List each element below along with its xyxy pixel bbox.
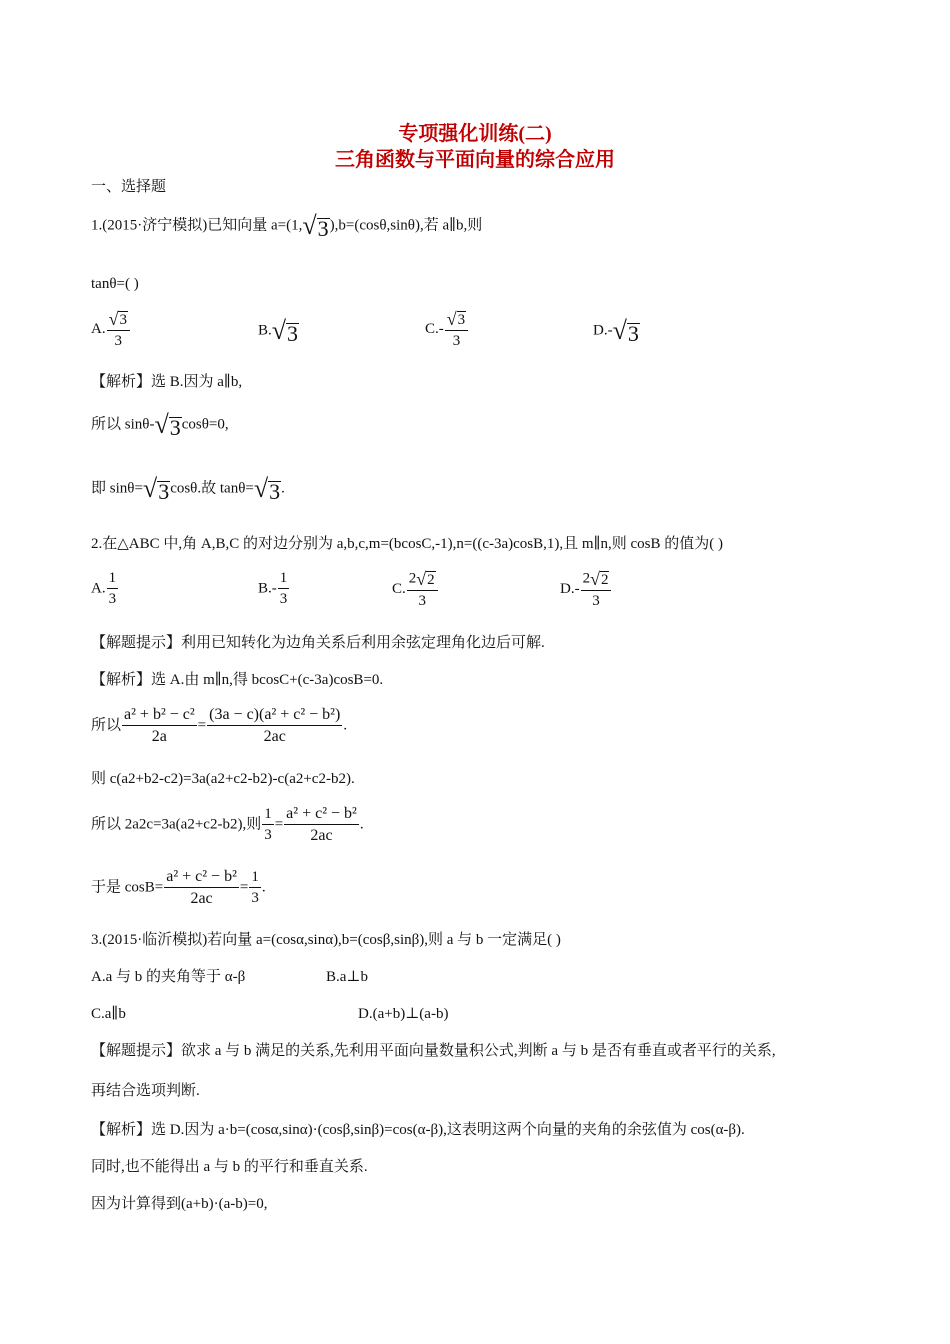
q2-option-d: D.- 2 √ 2 3 xyxy=(560,570,612,609)
q1-stem-cont: tanθ=( ) xyxy=(91,276,139,292)
q3-stem: 3.(2015·临沂模拟)若向量 a=(cosα,sinα),b=(cosβ,sinβ),则 a 与 b 一定满足( ) xyxy=(91,932,561,948)
q1-analysis: 【解析】选 B.因为 a∥b, xyxy=(91,374,243,390)
q2-analysis-line2: 则 c(a2+b2-c2)=3a(a2+c2-b2)-c(a2+c2-b2). xyxy=(91,771,355,787)
q2-stem: 2.在△ABC 中,角 A,B,C 的对边分别为 a,b,c,m=(bcosC,-1),n=((c-3a)cosB,1),且 m∥n,则 cosB 的值为( ) xyxy=(91,536,723,552)
q2-tip: 【解题提示】利用已知转化为边角关系后利用余弦定理角化边后可解. xyxy=(91,635,545,651)
q1-stem: 1.(2015·济宁模拟)已知向量 a=(1, √ 3 ),b=(cosθ,sinθ),若 a∥b,则 xyxy=(91,211,483,241)
q2-option-c: C. 2 √ 2 3 xyxy=(392,570,439,609)
q3-option-b: B.a⊥b xyxy=(326,969,369,985)
q1-option-d: D.- √ 3 xyxy=(593,316,639,346)
q1-option-b: B. √ 3 xyxy=(258,316,299,346)
title-line-1: 专项强化训练(二) xyxy=(398,123,552,145)
q2-option-b: B.- $\frac{1}{3}$ xyxy=(258,570,288,607)
q3-analysis: 【解析】选 D.因为 a·b=(cosα,sinα)·(cosβ,sinβ)=cos(α-β),这表明这两个向量的夹角的余弦值为 cos(α-β). xyxy=(91,1122,745,1138)
q1-option-c: C.- √ 3 3 xyxy=(425,310,469,349)
sqrt3: √ 3 xyxy=(302,211,329,241)
q3-option-c: C.a∥b xyxy=(91,1006,126,1022)
q3-analysis-line2: 同时,也不能得出 a 与 b 的平行和垂直关系. xyxy=(91,1159,368,1175)
q3-tip-line2: 再结合选项判断. xyxy=(91,1083,200,1099)
q1-analysis-line2: 所以 sinθ- √ 3 cosθ=0, xyxy=(91,410,229,440)
q3-tip-line1: 【解题提示】欲求 a 与 b 满足的关系,先利用平面向量数量积公式,判断 a 与 b 是否有垂直或者平行的关系, xyxy=(91,1043,776,1059)
q1-analysis-line3: 即 sinθ= √ 3 cosθ.故 tanθ= √ 3 . xyxy=(91,474,285,504)
q2-analysis-line3: 所以 2a2c=3a(a2+c2-b2),则 $\frac{1}{3}$ = $\frac{\text{a² + c² − b²}}{2ac}$ . xyxy=(91,805,364,844)
q2-analysis-line4: 于是 cosB= $\frac{\text{a² + c² − b²}}{2ac}$ = $\frac{1}{3}$ . xyxy=(91,868,266,907)
q3-option-d: D.(a+b)⊥(a-b) xyxy=(358,1006,449,1022)
q2-analysis-line1: 所以 $\frac{\text{a² + b² − c²}}{2a}$ = $\frac{\text{(3a − c)(a² + c² − b²)}}{2ac}$ . xyxy=(91,706,348,745)
title-line-2: 三角函数与平面向量的综合应用 xyxy=(335,149,615,171)
q3-option-a: A.a 与 b 的夹角等于 α-β xyxy=(91,969,246,985)
q2-option-a: A. $\frac{1}{3}$ xyxy=(91,570,117,607)
section-heading: 一、选择题 xyxy=(91,179,167,195)
q1-option-a: A. √ 3 3 xyxy=(91,310,131,349)
q3-analysis-line3: 因为计算得到(a+b)·(a-b)=0, xyxy=(91,1196,268,1212)
q2-analysis: 【解析】选 A.由 m∥n,得 bcosC+(c-3a)cosB=0. xyxy=(91,672,384,688)
